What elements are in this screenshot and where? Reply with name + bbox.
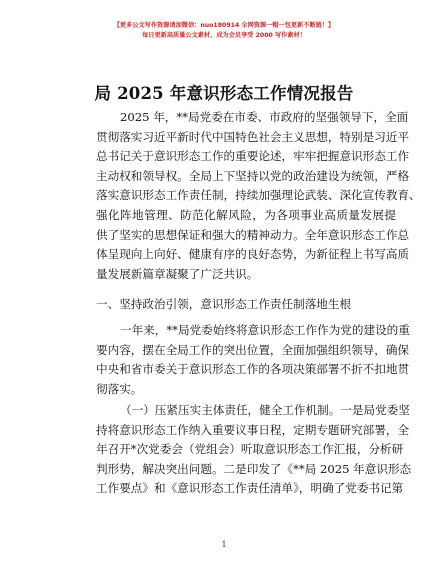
- paragraph-line: 主动权和领导权。全局上下坚持以党的政治建设为统领，严格: [96, 168, 410, 183]
- document-title: 局 2025 年意识形态工作情况报告: [94, 84, 354, 103]
- paragraph-line: 贯彻落实习近平新时代中国特色社会主义思想，特别是习近平: [96, 129, 410, 144]
- paragraph-line: 强化阵地管理、防范化解风险，为各项事业高质量发展提: [96, 207, 396, 222]
- paragraph-line: 供了坚实的思想保证和强大的精神动力。全年意识形态工作总: [96, 227, 410, 242]
- paragraph-3: [96, 401, 412, 499]
- paragraph-line: 总书记关于意识形态工作的重要论述，牢牢把握意识形态工作: [96, 149, 410, 164]
- paragraph-line: 要内容，摆在全局工作的突出位置，全面加强组织领导，确保: [96, 342, 410, 357]
- promo-banner-line-2: 每日更新高质量公文素材，成为会员享受 2000 写作素材！: [142, 32, 306, 39]
- promo-banner-line-1: 【更多公文写作资源请加微信：nuo180914 全网资源一帽一包更新不断链！】: [113, 22, 335, 29]
- paragraph-line: 持将意识形态工作纳入重要议事日程，定期专题研究部署，全: [96, 422, 410, 437]
- section-heading-text: 一、坚持政治引领，意识形态工作责任制落地生根: [96, 297, 352, 311]
- paragraph-line: （一）压紧压实主体责任，健全工作机制。一是局党委坚: [120, 403, 410, 417]
- paragraph-line: 中央和省市委关于意识形态工作的各项决策部署不折不扣地贯: [96, 362, 410, 377]
- paragraph-line: 落实意识形态工作责任制，持续加强理论武装、深化宣传教育、: [96, 188, 421, 203]
- paragraph-2: [96, 321, 410, 399]
- paragraph-line: 2025 年，**局党委在市委、市政府的坚强领导下，全面: [120, 110, 409, 124]
- paragraph-line: 彻落实。: [96, 381, 143, 396]
- paragraph-line: 量发展新篇章凝聚了广泛共识。: [96, 266, 259, 281]
- section-heading-1: [96, 295, 396, 315]
- paragraph-1: [96, 108, 421, 284]
- page-number: 1: [221, 540, 227, 549]
- paragraph-line: 体呈现向上向好、健康有序的良好态势，为新征程上书写高质: [96, 247, 410, 262]
- paragraph-line: 工作要点》和《意识形态工作责任清单》，明确了党委书记第: [96, 481, 404, 496]
- paragraph-line: 判形势，解决突出问题。二是印发了《**局 2025 年意识形态: [96, 461, 412, 476]
- paragraph-line: 一年来，**局党委始终将意识形态工作作为党的建设的重: [120, 323, 410, 337]
- paragraph-line: 年召开*次党委会（党组会）听取意识形态工作汇报，分析研: [96, 442, 404, 457]
